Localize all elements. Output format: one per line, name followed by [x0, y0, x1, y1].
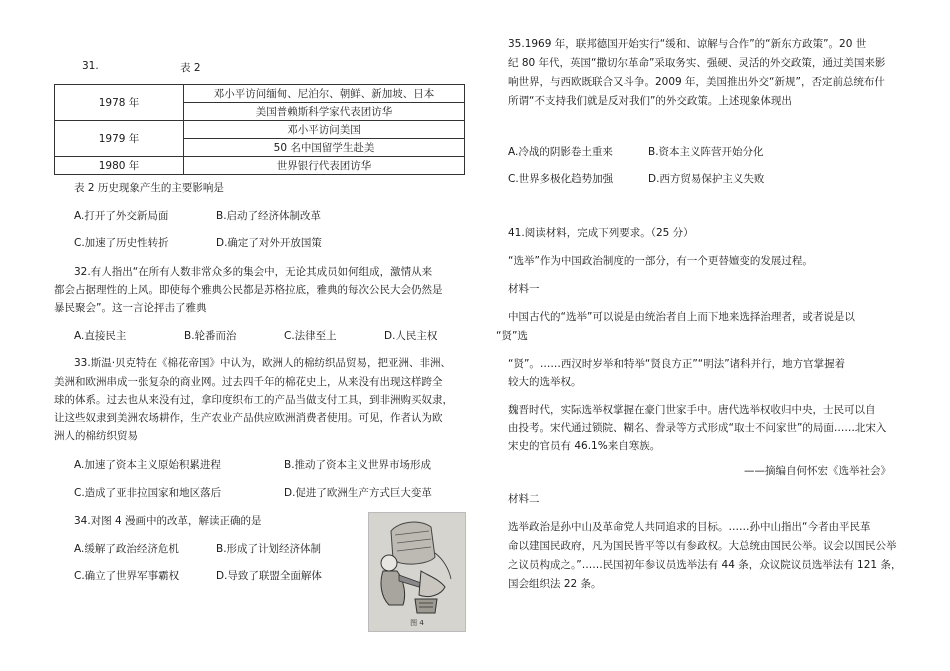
q35-option-a[interactable]: A.冷战的阴影卷土重来: [508, 146, 613, 158]
q33-option-b[interactable]: B.推动了资本主义世界市场形成: [284, 459, 432, 471]
material-1-line-3: “贤”。……西汉时岁举和特举“贤良方正”“明法”诸科并行，地方官掌握着: [508, 358, 846, 370]
q35-line-2: 纪 80 年代，英国“撒切尔革命”采取务实、强硬、灵活的外交政策，通过美国来影: [508, 57, 886, 69]
figure-caption: 图 4: [410, 619, 424, 627]
material-1-line-5: 魏晋时代，实际选举权掌握在豪门世家手中。唐代选举权收归中央，士民可以自: [508, 404, 876, 416]
q34-option-c[interactable]: C.确立了世界军事霸权: [74, 570, 180, 582]
q33-option-d[interactable]: D.促进了欧洲生产方式巨大变革: [284, 487, 432, 499]
q32-option-d[interactable]: D.人民主权: [384, 330, 438, 342]
q34-option-a[interactable]: A.缓解了政治经济危机: [74, 543, 179, 555]
q32-line-3: 暴民聚会”。这一言论抨击了雅典: [54, 302, 207, 314]
table-cell-event: 世界银行代表团访华: [184, 157, 465, 175]
q33-line-4: 让这些奴隶到美洲农场耕作，生产农业产品供应欧洲消费者使用。可见，作者认为欧: [54, 412, 443, 424]
table-2: [54, 84, 465, 175]
q31-number: 31.: [82, 60, 99, 72]
cartoon-drawing: [369, 513, 465, 631]
q35-line-4: 所谓“不支持我们就是反对我们”的外交政策。上述现象体现出: [508, 95, 792, 107]
q31-option-c[interactable]: C.加速了历史性转折: [74, 237, 169, 249]
q33-line-1: 33.斯温·贝克特在《棉花帝国》中认为，欧洲人的棉纺织品贸易，把亚洲、非洲、: [74, 357, 452, 369]
q34-stem: 34.对图 4 漫画中的改革，解读正确的是: [74, 515, 262, 527]
material-2-title: 材料二: [508, 493, 540, 505]
q33-line-3: 球的体系。过去也从来没有过，拿印度织布工的产品当做支付工具，到非洲购买奴隶，: [54, 394, 453, 406]
q31-option-a[interactable]: A.打开了外交新局面: [74, 210, 169, 222]
table-cell-year: 1979 年: [55, 121, 184, 157]
q31-option-d[interactable]: D.确定了对外开放国策: [216, 237, 322, 249]
table-cell-event: 50 名中国留学生赴美: [184, 139, 465, 157]
q32-option-a[interactable]: A.直接民主: [74, 330, 127, 342]
q32-line-2: 都会占据理性的上风。即使每个雅典公民都是苏格拉底，雅典的每次公民大会仍然是: [54, 284, 443, 296]
material-1-line-1: 中国古代的“选举”可以说是由统治者自上而下地来选择治理者，或者说是以: [508, 311, 855, 323]
q33-option-c[interactable]: C.造成了亚非拉国家和地区落后: [74, 487, 222, 499]
q31-stem: 表 2 历史现象产生的主要影响是: [74, 182, 224, 194]
table-title: 表 2: [180, 62, 201, 74]
q32-option-c[interactable]: C.法律至上: [284, 330, 337, 342]
q41-heading: 41.阅读材料，完成下列要求。（25 分）: [508, 227, 694, 239]
q33-line-2: 美洲和欧洲串成一张复杂的商业网。过去四千年的棉花史上，从来没有出现这样跨全: [54, 376, 443, 388]
material-1-line-7: 宋史的官员有 46.1%来自寒族。: [508, 440, 661, 452]
q34-option-b[interactable]: B.形成了计划经济体制: [216, 543, 322, 555]
q35-option-c[interactable]: C.世界多极化趋势加强: [508, 173, 614, 185]
q35-line-1: 35.1969 年，联邦德国开始实行“缓和、谅解与合作”的“新东方政策”。20 世: [508, 38, 867, 50]
q33-option-a[interactable]: A.加速了资本主义原始积累进程: [74, 459, 221, 471]
material-1-source: ——摘编自何怀宏《选举社会》: [744, 465, 891, 477]
table-row: [55, 85, 465, 103]
material-1-title: 材料一: [508, 283, 540, 295]
material-2-line-2: 命以建国民政府，凡为国民皆平等以有参政权。大总统由国民公举。议会以国民公举: [508, 540, 897, 552]
table-cell-year: 1978 年: [55, 85, 184, 121]
table-cell-event: 美国普赖斯科学家代表团访华: [184, 103, 465, 121]
table-row: [55, 157, 465, 175]
q31-option-b[interactable]: B.启动了经济体制改革: [216, 210, 322, 222]
table-row: [55, 121, 465, 139]
table-cell-event: 邓小平访问缅甸、尼泊尔、朝鲜、新加坡、日本: [184, 85, 465, 103]
material-2-line-1: 选举政治是孙中山及革命党人共同追求的目标。……孙中山指出“今者由平民革: [508, 521, 871, 533]
q35-option-b[interactable]: B.资本主义阵营开始分化: [648, 146, 764, 158]
q35-line-3: 响世界，与西欧既联合又斗争。2009 年，美国推出外交“新规”，否定前总统布什: [508, 76, 885, 88]
material-1-line-6: 由投考。宋代通过锁院、糊名、誊录等方式形成“取士不问家世”的局面……北宋入: [508, 422, 887, 434]
q33-line-5: 洲人的棉纺织贸易: [54, 430, 138, 442]
q32-line-1: 32.有人指出“在所有人数非常众多的集会中，无论其成员如何组成，激情从来: [74, 266, 433, 278]
q32-option-b[interactable]: B.轮番而治: [184, 330, 237, 342]
table-cell-year: 1980 年: [55, 157, 184, 175]
q35-option-d[interactable]: D.西方贸易保护主义失败: [648, 173, 765, 185]
material-1-line-2: “贤”选: [496, 330, 528, 342]
material-2-line-3: 之议员构成之。”……民国初年参议员选举法有 44 条，众议院议员选举法有 121 条，: [508, 559, 902, 571]
table-cell-event: 邓小平访问美国: [184, 121, 465, 139]
q34-option-d[interactable]: D.导致了联盟全面解体: [216, 570, 322, 582]
q41-intro: “选举”作为中国政治制度的一部分，有一个更替嬗变的发展过程。: [508, 255, 813, 267]
material-1-line-4: 较大的选举权。: [508, 376, 582, 388]
material-2-line-4: 国会组织法 22 条。: [508, 578, 602, 590]
figure-4-cartoon: [368, 512, 466, 632]
